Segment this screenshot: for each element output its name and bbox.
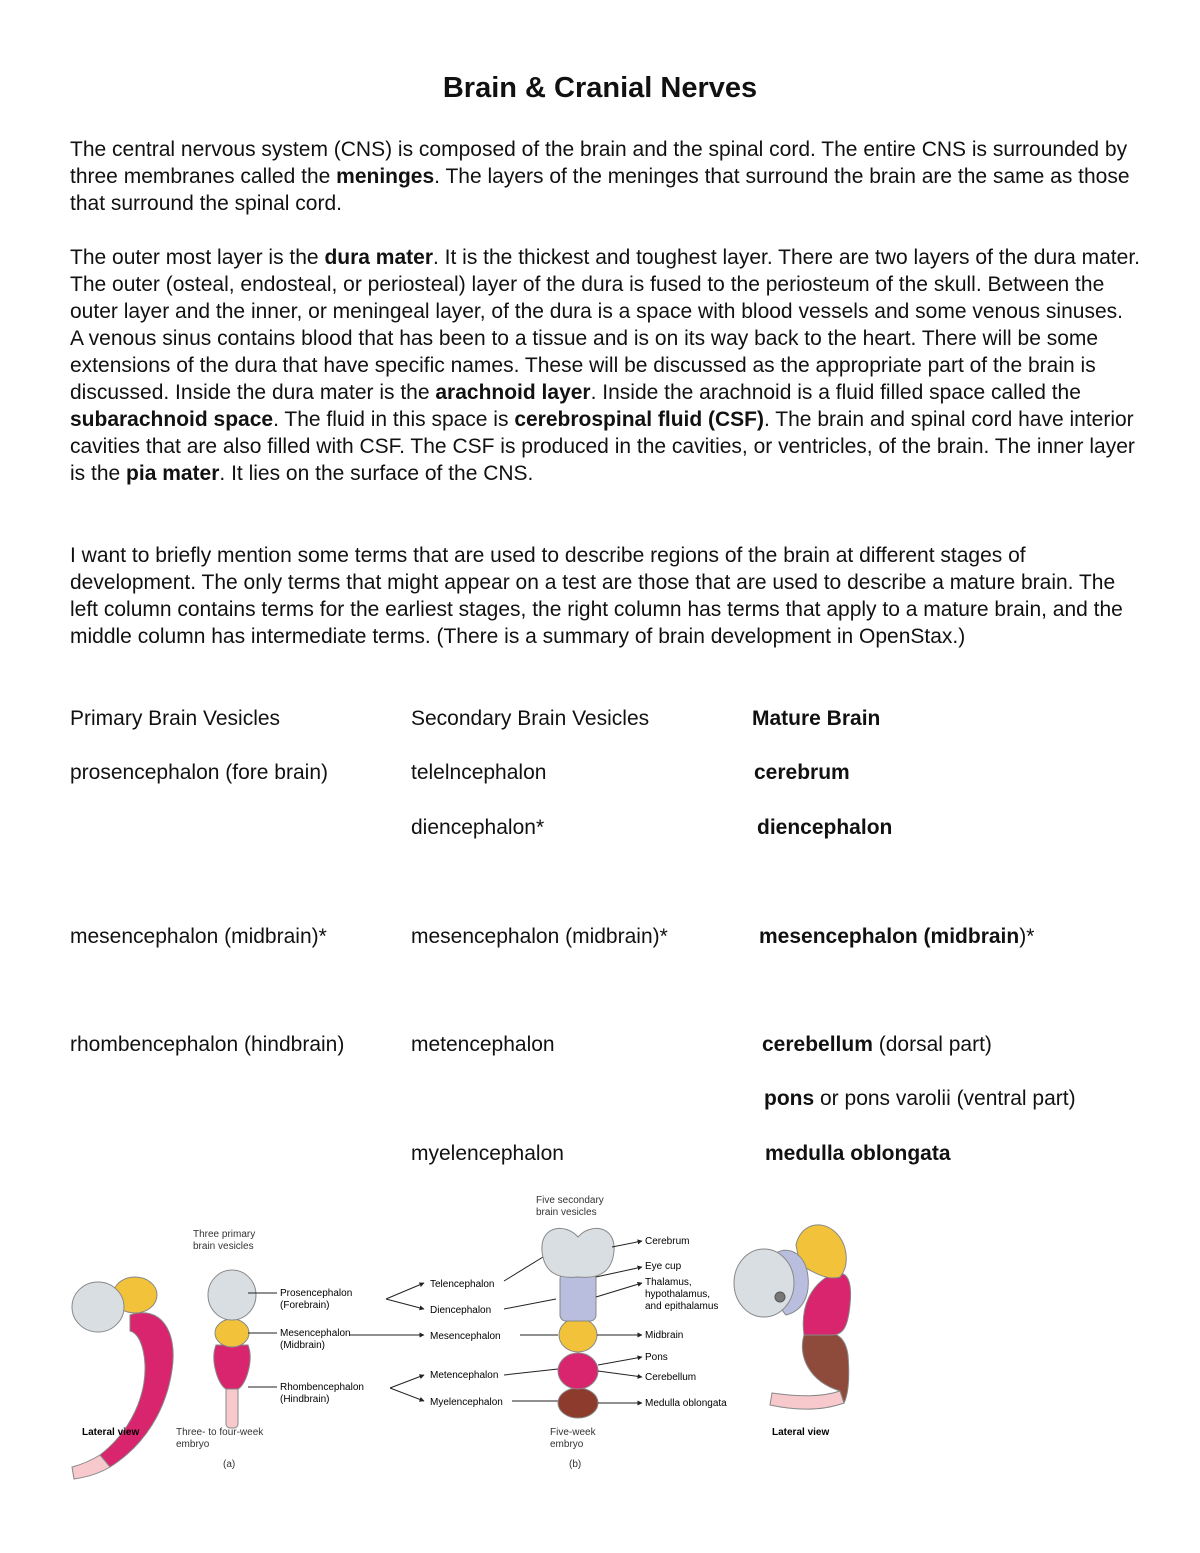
label-midbrain-primary: (Midbrain)	[280, 1340, 326, 1351]
term-csf: cerebrospinal fluid (CSF)	[514, 408, 765, 431]
term-meninges: meninges	[336, 165, 435, 188]
secondary-telencephalon: telelncephalon	[411, 761, 547, 784]
primary-prosencephalon-shape	[208, 1270, 256, 1320]
primary-prosencephalon: prosencephalon (fore brain)	[70, 761, 328, 784]
primary-rhombencephalon-shape	[214, 1345, 250, 1389]
three-primary-vesicles	[176, 1229, 264, 1470]
early-hindbrain-shape	[100, 1313, 173, 1467]
caption-embryo-b-line1: Five-week	[550, 1427, 596, 1438]
caption-panel-a: (a)	[223, 1459, 236, 1470]
label-diencephalon: Diencephalon	[430, 1305, 492, 1316]
header-secondary-vesicles: Secondary Brain Vesicles	[411, 707, 650, 730]
caption-lateral-view-right: Lateral view	[772, 1427, 830, 1438]
five-secondary-vesicles	[536, 1195, 614, 1470]
late-spinal-shape	[770, 1391, 844, 1409]
five-secondary-label-line2: brain vesicles	[536, 1207, 597, 1218]
label-cerebellum: Cerebellum	[645, 1372, 697, 1383]
paragraph-development-terms: I want to briefly mention some terms that are used to describe regions of the brain at different stages of development. The only terms that might appear on a test are those that are used to describe a mature brain. The left column contains terms for the earliest stages, the right column has terms that apply to a mature brain, and the middle column has intermediate terms. (There is a summary of brain development in OpenStax.)	[70, 544, 1123, 648]
label-eye-cup: Eye cup	[645, 1261, 682, 1272]
primary-labels	[248, 1283, 424, 1405]
label-thalamus: Thalamus,	[645, 1277, 692, 1288]
late-hindbrain-shape	[803, 1273, 850, 1335]
late-cerebrum-shape	[734, 1249, 794, 1317]
brain-development-figure	[60, 1185, 1150, 1485]
paragraph-meninges-layers: The outer most layer is the dura mater. It is the thickest and toughest layer. There are two layers of the dura mater. The outer (osteal, endosteal, or periosteal) layer of the dura is fused to the periosteum of the skull. Between the outer layer and the inner, or meningeal layer, of the dura is a space with blood vessels and some venous sinuses. A venous sinus contains blood that has been to a tissue and is on its way back to the heart. There will be some extensions of the dura that have specific names. These will be discussed as the appropriate part of the brain is discussed. Inside the dura mater is the arachnoid layer. Inside the arachnoid is a fluid filled space called the subarachnoid space. The fluid in this space is cerebrospinal fluid (CSF). The brain and spinal cord have interior cavities that are also filled with CSF. The CSF is produced in the cavities, or ventricles, of the brain. The inner layer is the pia mater. It lies on the surface of the CNS.	[70, 246, 1140, 485]
label-midbrain-adult: Midbrain	[645, 1330, 684, 1341]
secondary-metencephalon: metencephalon	[411, 1033, 555, 1056]
term-pia-mater: pia mater	[126, 462, 220, 485]
label-epithalamus: and epithalamus	[645, 1301, 719, 1312]
label-medulla-oblongata: Medulla oblongata	[645, 1398, 727, 1409]
mature-cerebellum: cerebellum (dorsal part)	[762, 1033, 992, 1056]
secondary-metencephalon-shape	[558, 1353, 598, 1389]
caption-embryo-b-line2: embryo	[550, 1439, 584, 1450]
label-rhombencephalon: Rhombencephalon	[280, 1382, 364, 1393]
label-forebrain: (Forebrain)	[280, 1300, 330, 1311]
term-subarachnoid-space: subarachnoid space	[70, 408, 274, 431]
label-mesencephalon-primary: Mesencephalon	[280, 1328, 351, 1339]
secondary-myelencephalon: myelencephalon	[411, 1142, 564, 1165]
five-secondary-label-line1: Five secondary	[536, 1195, 604, 1206]
caption-embryo-a-line2: embryo	[176, 1439, 210, 1450]
label-mesencephalon-secondary: Mesencephalon	[430, 1331, 501, 1342]
label-telencephalon: Telencephalon	[430, 1279, 495, 1290]
label-prosencephalon: Prosencephalon	[280, 1288, 353, 1299]
paragraph-meninges: The central nervous system (CNS) is composed of the brain and the spinal cord. The entire CNS is surrounded by three membranes called the meninges. The layers of the meninges that surround the brain are the same as those that surround the spinal cord.	[70, 138, 1130, 215]
primary-mesencephalon-shape	[215, 1319, 249, 1347]
mature-medulla-oblongata: medulla oblongata	[765, 1142, 951, 1165]
term-arachnoid-layer: arachnoid layer	[435, 381, 591, 404]
caption-lateral-view-left: Lateral view	[82, 1427, 140, 1438]
caption-panel-b: (b)	[569, 1459, 582, 1470]
header-primary-vesicles: Primary Brain Vesicles	[70, 707, 281, 730]
primary-rhombencephalon: rhombencephalon (hindbrain)	[70, 1033, 345, 1056]
secondary-diencephalon: diencephalon*	[411, 816, 545, 839]
label-myelencephalon: Myelencephalon	[430, 1397, 503, 1408]
label-metencephalon: Metencephalon	[430, 1370, 499, 1381]
secondary-labels	[430, 1249, 558, 1408]
mature-cerebrum: cerebrum	[754, 761, 850, 784]
lateral-view-five-week-embryo	[734, 1225, 851, 1438]
header-mature-brain: Mature Brain	[752, 707, 881, 730]
mature-pons: pons or pons varolii (ventral part)	[764, 1087, 1076, 1110]
label-hindbrain: (Hindbrain)	[280, 1394, 330, 1405]
lateral-view-early-embryo	[72, 1277, 173, 1479]
three-primary-label-line1: Three primary	[193, 1229, 256, 1240]
late-medulla-shape	[802, 1333, 848, 1403]
three-primary-label-line2: brain vesicles	[193, 1241, 254, 1252]
secondary-diencephalon-shape	[560, 1273, 596, 1321]
secondary-mesencephalon: mesencephalon (midbrain)*	[411, 925, 668, 948]
term-dura-mater: dura mater	[324, 246, 433, 269]
label-pons: Pons	[645, 1352, 668, 1363]
mature-mesencephalon: mesencephalon (midbrain)*	[759, 925, 1035, 948]
label-hypothalamus: hypothalamus,	[645, 1289, 711, 1300]
adult-labels	[596, 1236, 727, 1409]
late-eye-cup-shape	[775, 1292, 785, 1302]
secondary-mesencephalon-shape	[559, 1318, 597, 1352]
page-title: Brain & Cranial Nerves	[442, 72, 758, 104]
early-forebrain-shape	[72, 1282, 124, 1332]
caption-embryo-a-line1: Three- to four-week	[176, 1427, 264, 1438]
label-cerebrum: Cerebrum	[645, 1236, 690, 1247]
secondary-myelencephalon-shape	[558, 1388, 598, 1418]
primary-mesencephalon: mesencephalon (midbrain)*	[70, 925, 327, 948]
secondary-telencephalon-shape	[542, 1228, 614, 1277]
mature-diencephalon: diencephalon	[757, 816, 893, 839]
